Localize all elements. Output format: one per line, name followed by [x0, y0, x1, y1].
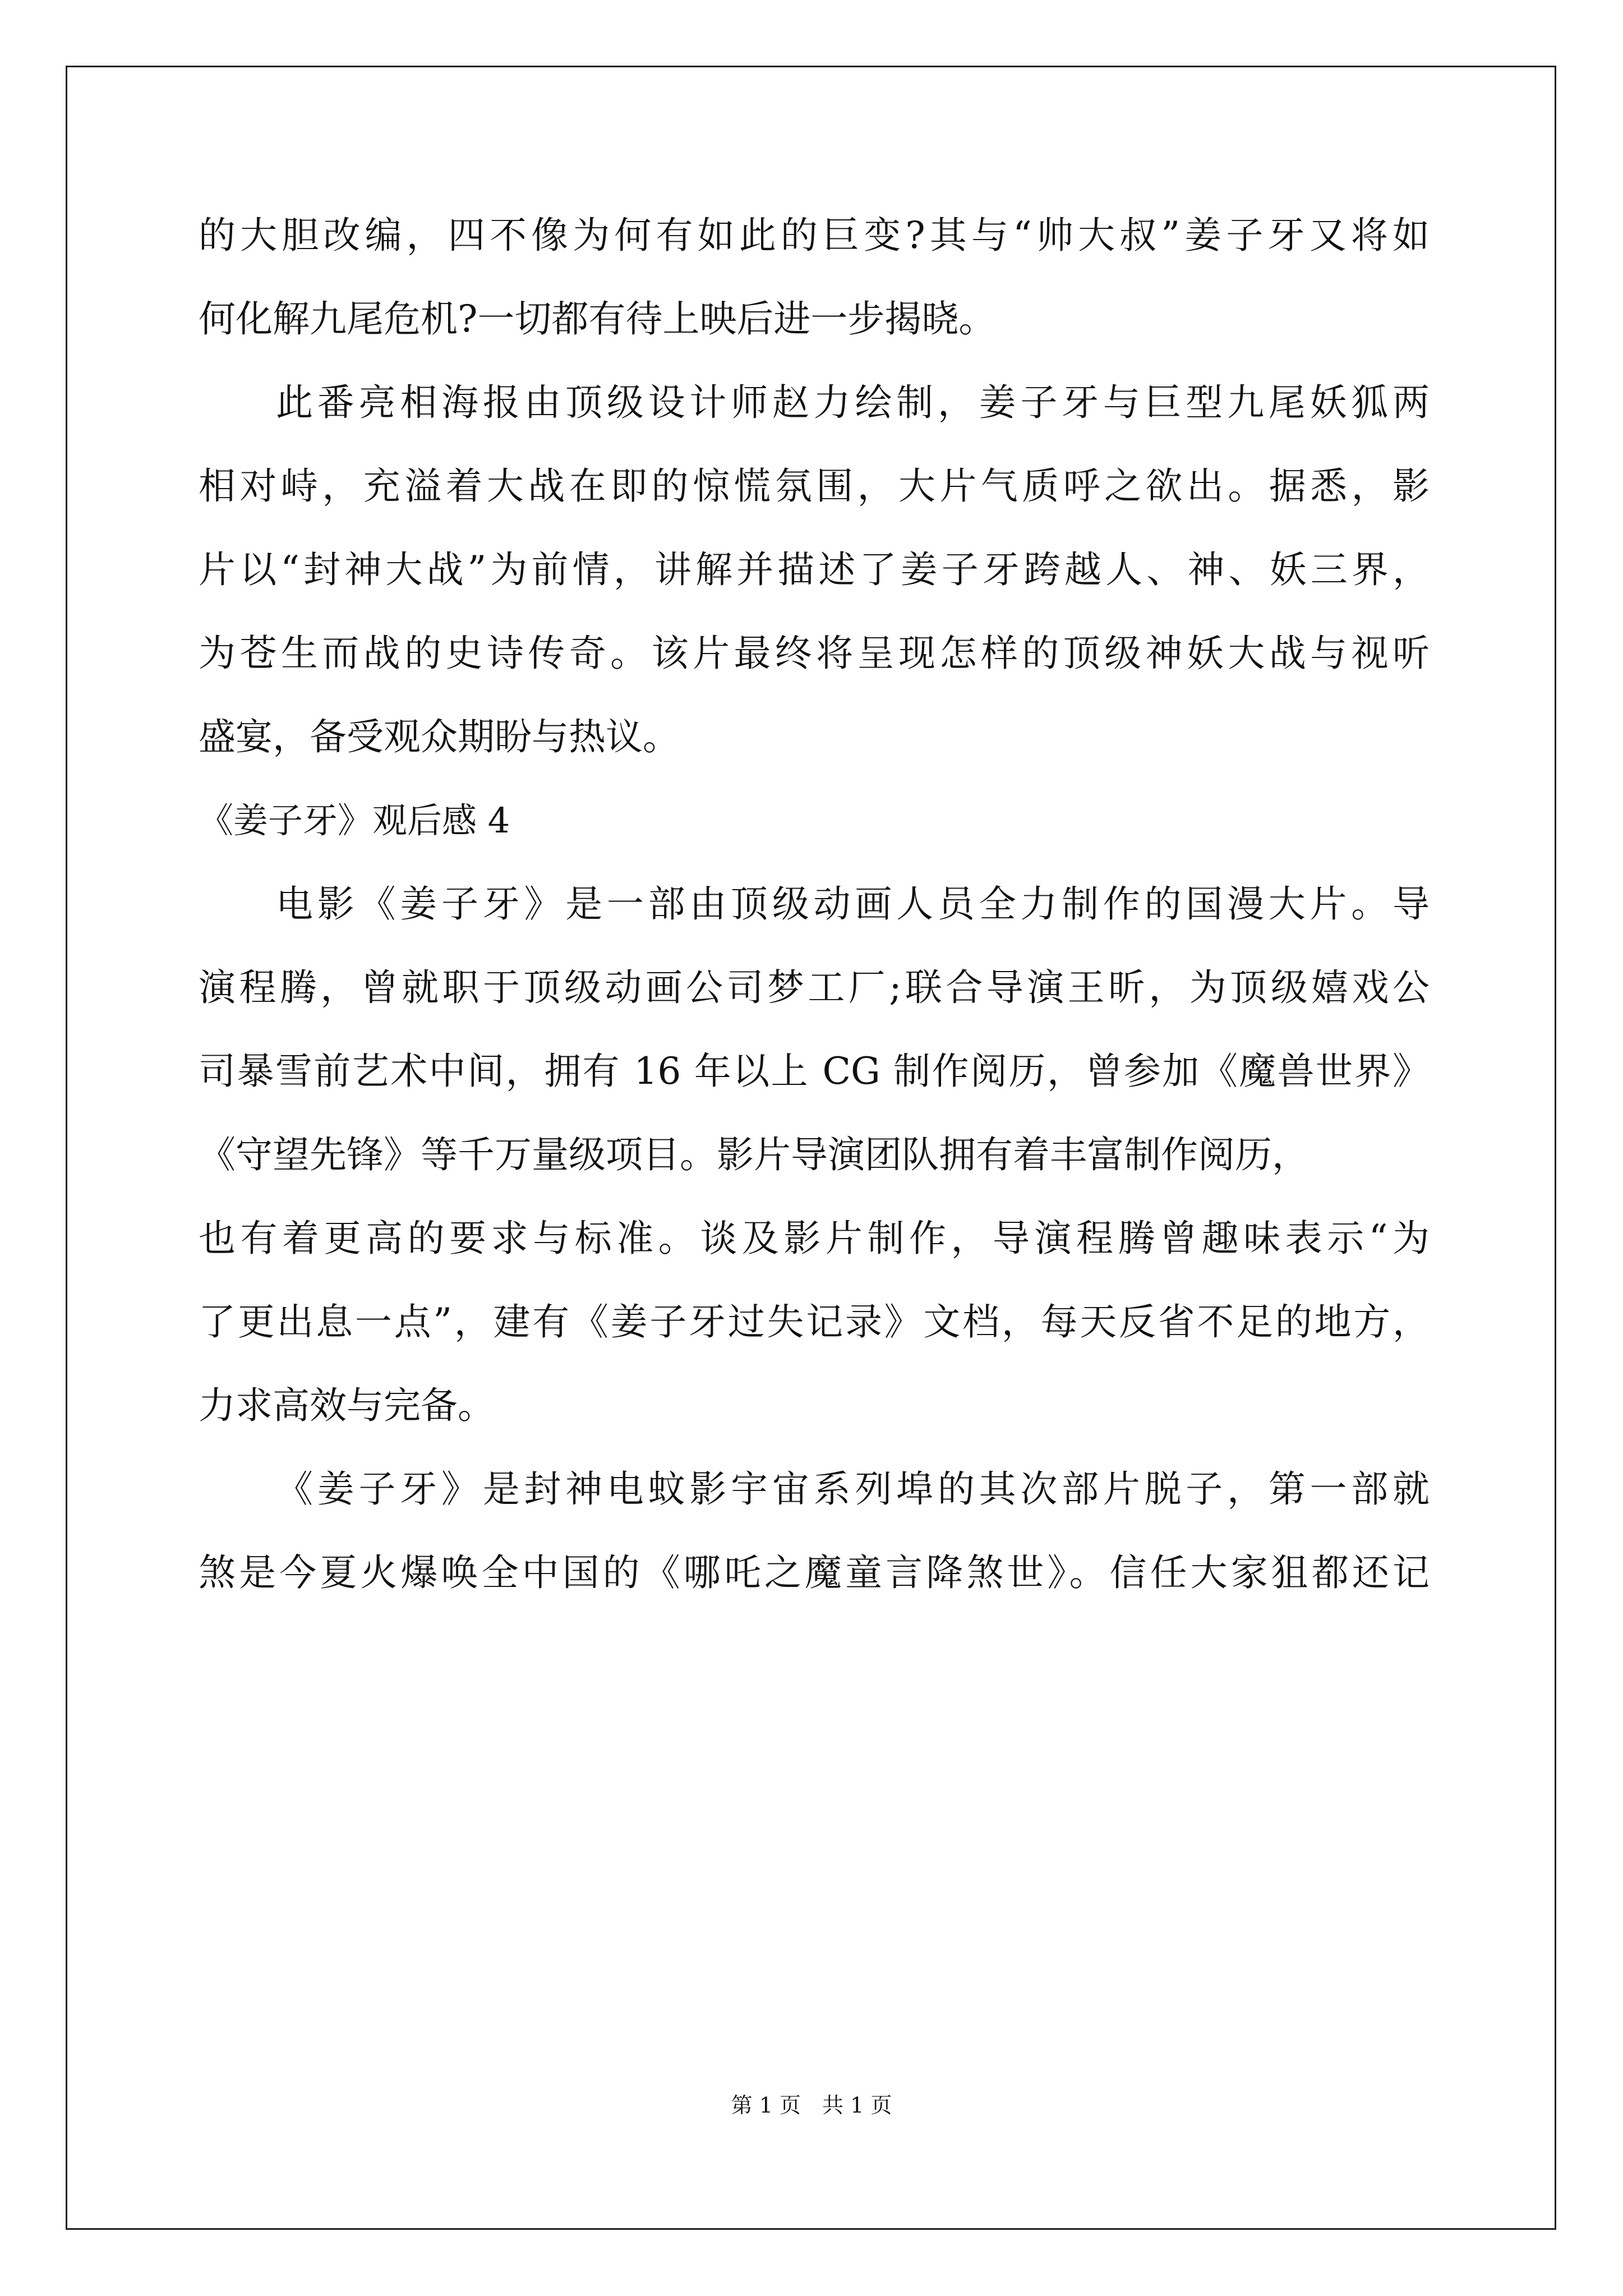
text-line: 相对峙，充溢着大战在即的惊慌氛围，大片气质呼之欲出。据悉，影 [199, 464, 1430, 508]
paragraph-first-line: 电影《姜子牙》是一部由顶级动画人员全力制作的国漫大片。导 [276, 882, 1430, 926]
text-line: 的大胆改编，四不像为何有如此的巨变?其与“帅大叔”姜子牙又将如 [199, 214, 1430, 257]
text-line: 煞是今夏火爆唤全中国的《哪吒之魔童言降煞世》。信任大家狙都还记 [199, 1551, 1430, 1594]
text-line: 片以“封神大战”为前情，讲解并描述了姜子牙跨越人、神、妖三界， [199, 548, 1430, 591]
page-footer: 第 1 页 共 1 页 [731, 2093, 892, 2118]
text-line: 力求高效与完备。 [199, 1384, 495, 1427]
text-line: 演程腾，曾就职于顶级动画公司梦工厂;联合导演王昕，为顶级嬉戏公 [199, 966, 1430, 1009]
paragraph-first-line: 《姜子牙》是封神电蚊影宇宙系列埠的其次部片脱子，第一部就 [276, 1467, 1430, 1511]
document-body [199, 208, 1430, 1628]
paragraph-first-line: 此番亮相海报由顶级设计师赵力绘制，姜子牙与巨型九尾妖狐两 [276, 381, 1430, 424]
text-line: 了更出息一点”，建有《姜子牙过失记录》文档，每天反省不足的地方， [199, 1300, 1430, 1343]
text-line: 何化解九尾危机?一切都有待上映后进一步揭晓。 [199, 297, 996, 341]
text-line: 司暴雪前艺术中间，拥有 16 年以上 CG 制作阅历，曾参加《魔兽世界》 [199, 1050, 1430, 1093]
text-line: 也有着更高的要求与标准。谈及影片制作，导演程腾曾趣味表示“为 [199, 1217, 1430, 1260]
text-line: 盛宴，备受观众期盼与热议。 [199, 715, 680, 758]
text-line: 《守望先锋》等千万量级项目。影片导演团队拥有着丰富制作阅历， [199, 1133, 1309, 1176]
text-line: 为苍生而战的史诗传奇。该片最终将呈现怎样的顶级神妖大战与视听 [199, 632, 1430, 675]
section-heading: 《姜子牙》观后感 4 [199, 800, 510, 841]
